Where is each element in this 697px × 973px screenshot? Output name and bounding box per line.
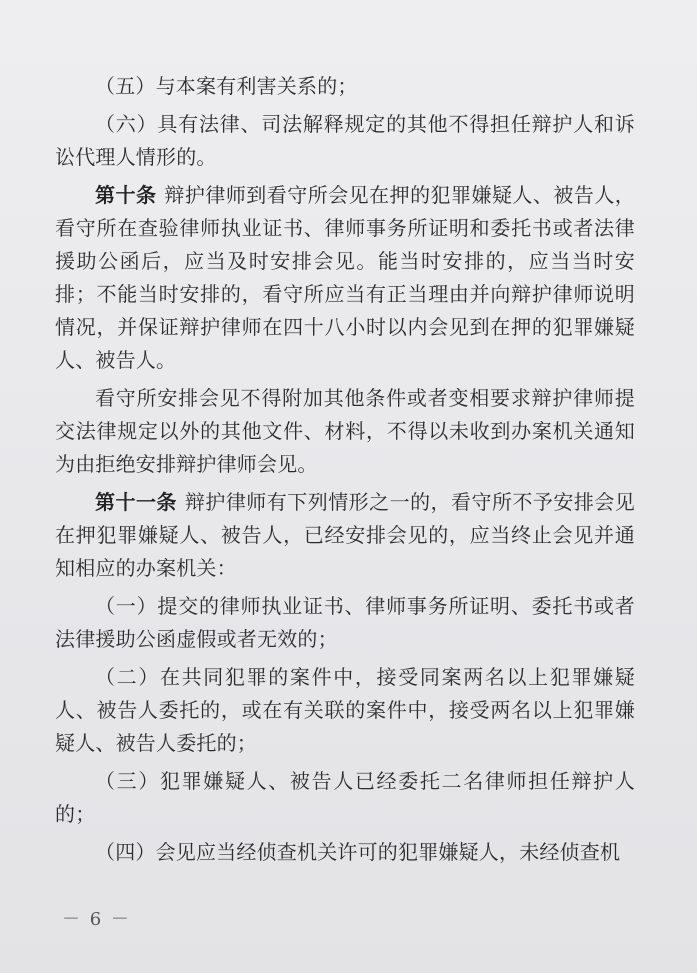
paragraph-item-4: （四）会见应当经侦查机关许可的犯罪嫌疑人，未经侦查机 [95,840,621,864]
article-11-title: 第十一条 [95,490,177,514]
article-11-text: 辩护律师有下列情形之一的，看守所不予安排会见在押犯罪嫌疑人、被告人，已经安排会见的，应当终止会见并通知相应的办案机关： [55,490,635,580]
paragraph-item-2: （二）在共同犯罪的案件中，接受同案两名以上犯罪嫌疑人、被告人委托的，或在有关联的案件中，接受两名以上犯罪嫌疑人、被告人委托的； [55,665,635,755]
page-number: － 6 － [62,909,131,930]
paragraph-item-6: （六）具有法律、司法解释规定的其他不得担任辩护人和诉讼代理人情形的。 [55,112,635,169]
paragraph-item-5: （五）与本案有利害关系的； [95,74,358,98]
paragraph-item-1: （一）提交的律师执业证书、律师事务所证明、委托书或者法律援助公函虚假或者无效的； [55,594,635,651]
article-10-text: 辩护律师到看守所会见在押的犯罪嫌疑人、被告人，看守所在查验律师执业证书、律师事务所证明和委托书或者法律援助公函后，应当及时安排会见。能当时安排的，应当当时安排；不能当时安排的，看守所应当有正当理由并向辩护律师说明情况，并保证辩护律师在四十八小时以内会见到在押的犯罪嫌疑人、被告人。 [55,183,635,372]
article-11 [55,486,635,585]
article-10-title: 第十条 [95,183,157,207]
article-10-paragraph-2: 看守所安排会见不得附加其他条件或者变相要求辩护律师提交法律规定以外的其他文件、材料，不得以未收到办案机关通知为由拒绝安排辩护律师会见。 [55,386,635,476]
article-10 [55,179,635,377]
document-body [55,70,635,874]
paragraph-item-3: （三）犯罪嫌疑人、被告人已经委托二名律师担任辩护人的； [55,769,635,826]
